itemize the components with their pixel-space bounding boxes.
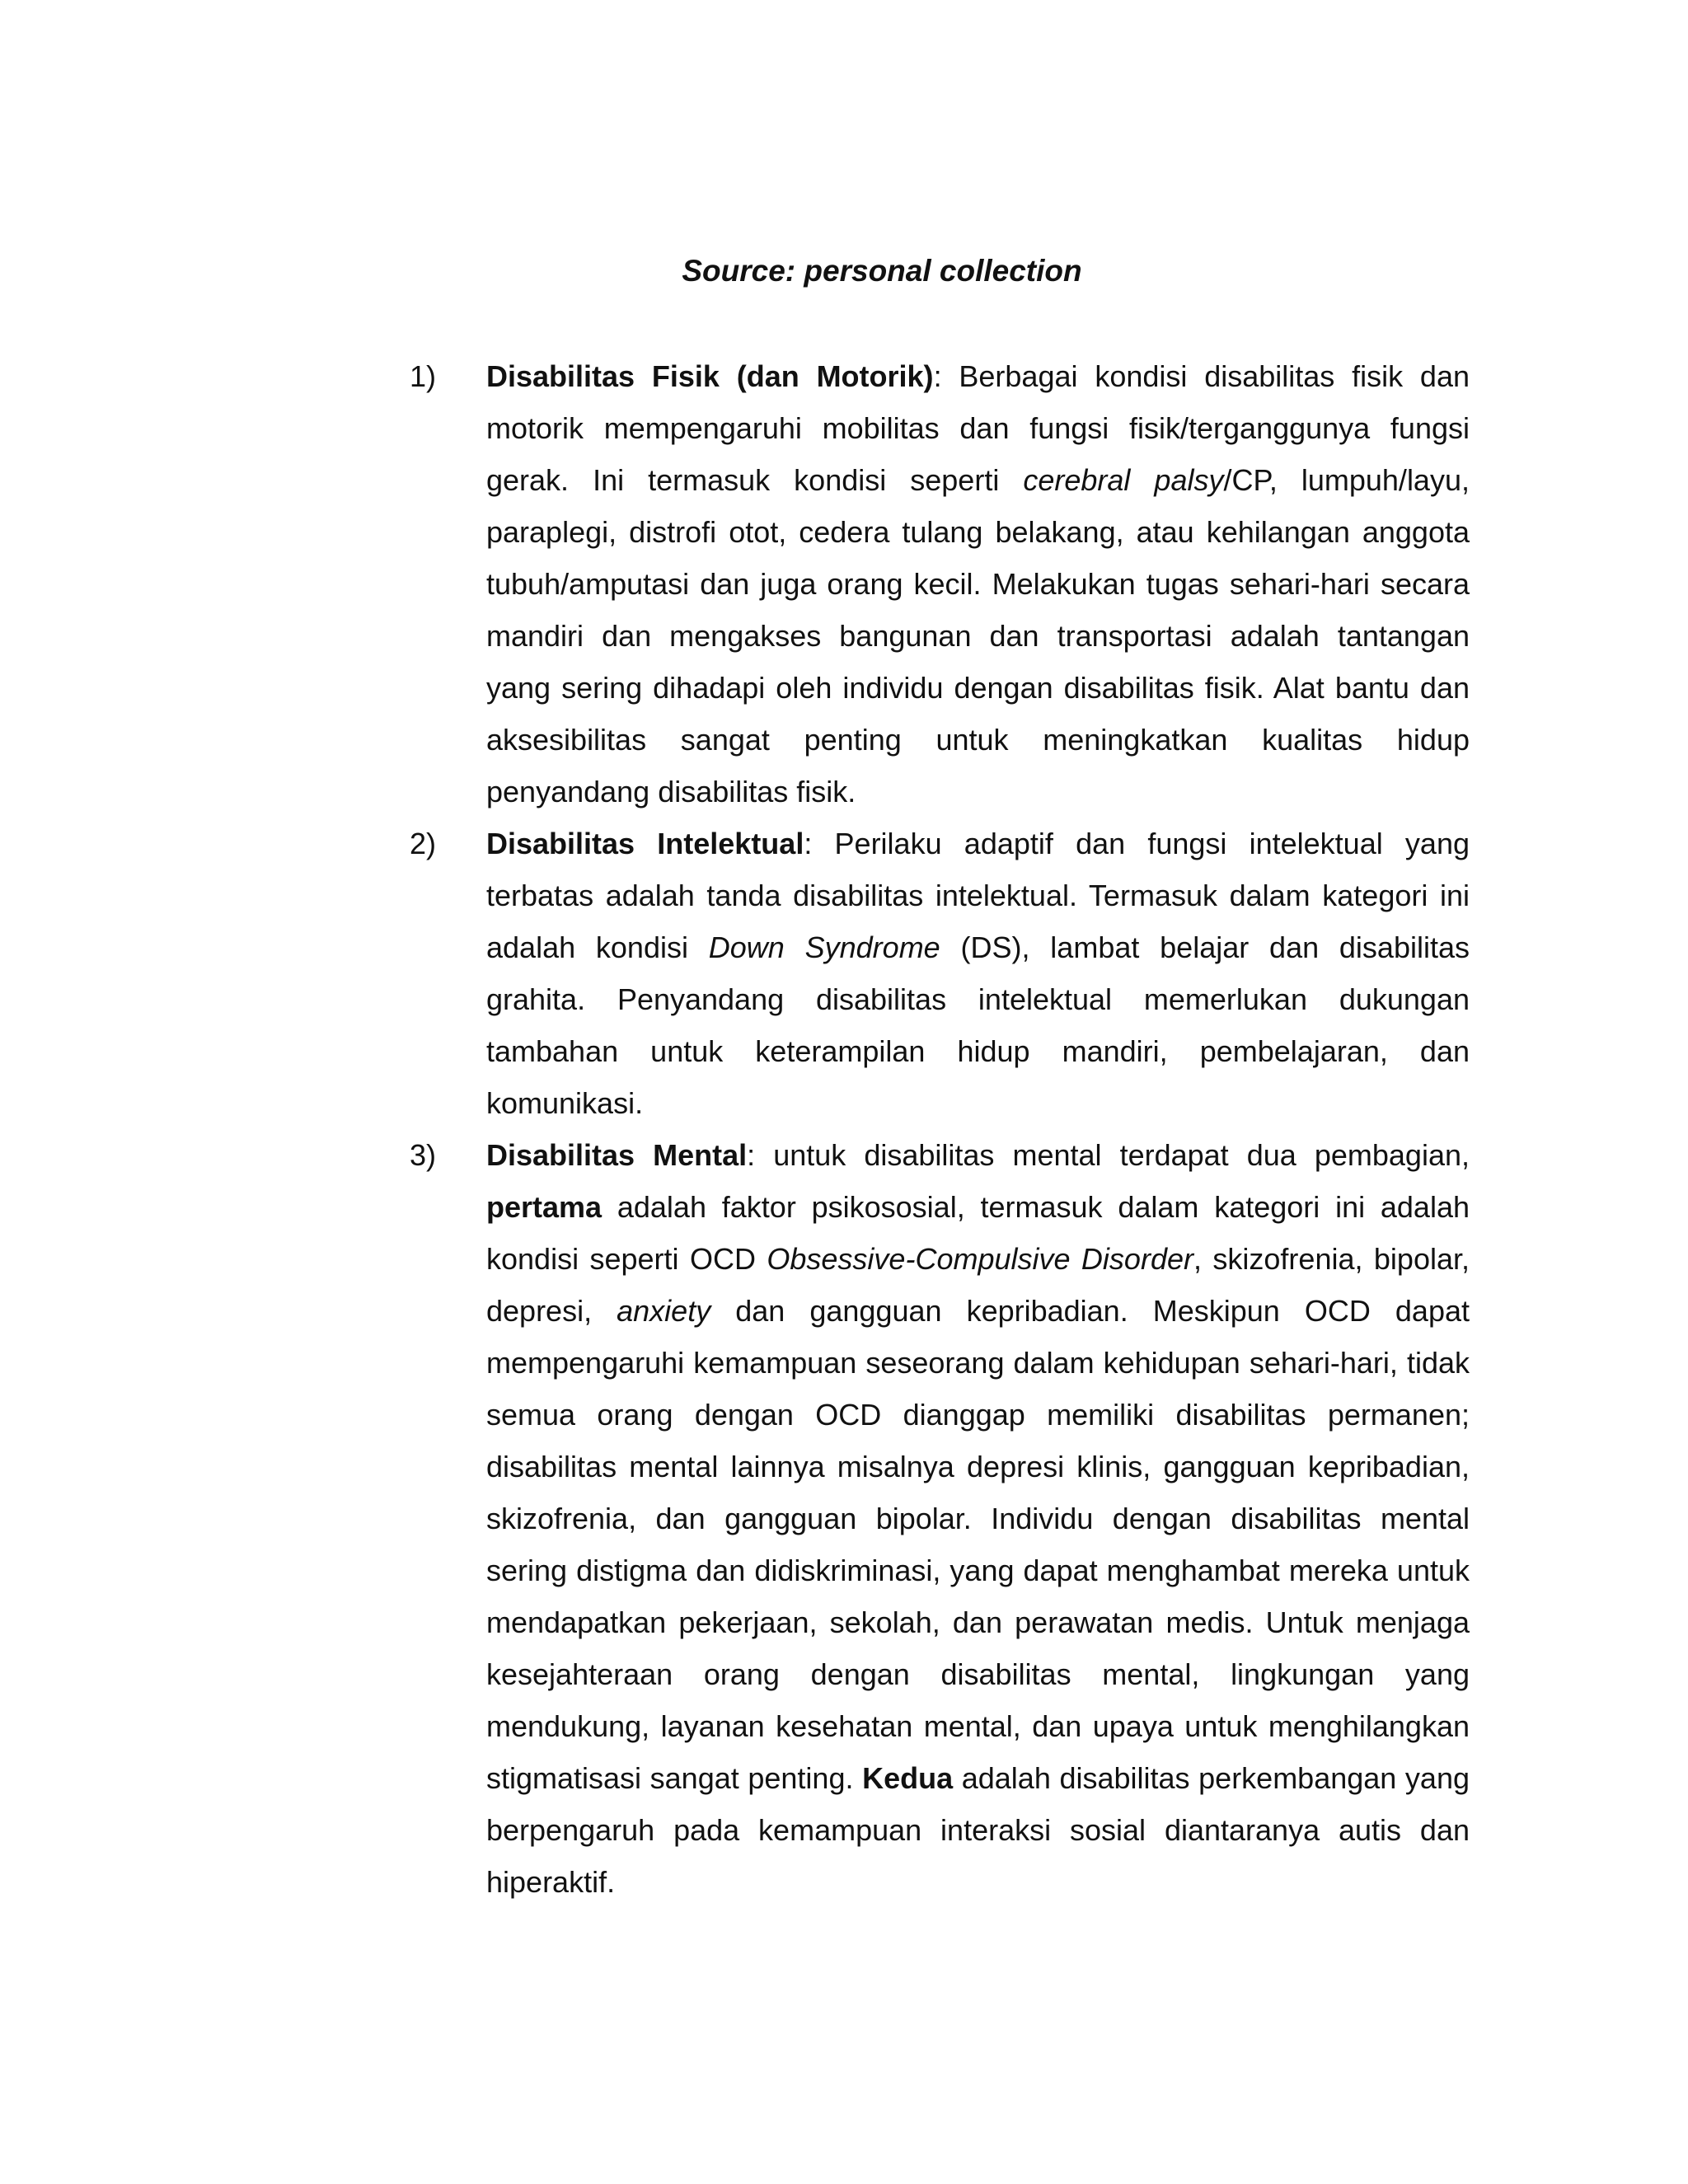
item-heading: Disabilitas Intelektual	[486, 827, 804, 860]
text-run: adalah faktor psikososial, termasuk dalam kategori ini adalah kondisi seperti OCD	[486, 1190, 1470, 1276]
disability-category-list	[410, 350, 1470, 1908]
list-item-text	[486, 818, 1470, 1129]
list-number: 3)	[410, 1138, 437, 1172]
bold-term: Kedua	[862, 1761, 954, 1795]
text-run: : Perilaku adaptif dan fungsi intelektual yang terbatas adalah tanda disabilitas intelektual. Termasuk dalam kategori ini adalah kondisi	[486, 827, 1470, 964]
list-number: 2)	[410, 827, 437, 860]
text-run: /CP, lumpuh/layu, paraplegi, distrofi otot, cedera tulang belakang, atau kehilangan anggota tubuh/amputasi dan juga orang kecil. Melakukan tugas sehari-hari secara mandiri dan mengakses bangunan dan transportasi adalah tantangan yang sering dihadapi oleh individu dengan disabilitas fisik. Alat bantu dan aksesibilitas sangat penting untuk meningkatkan kualitas hidup penyandang disabilitas fisik.	[486, 463, 1470, 808]
list-item-text	[486, 350, 1470, 818]
italic-term: cerebral palsy	[1023, 463, 1224, 497]
list-item-text	[486, 1129, 1470, 1908]
list-item	[410, 1129, 1470, 1908]
italic-term: Obsessive-Compulsive Disorder	[767, 1242, 1193, 1276]
item-heading: Disabilitas Mental	[486, 1138, 748, 1172]
list-number: 1)	[410, 359, 437, 393]
italic-term: anxiety	[617, 1294, 711, 1328]
italic-term: Down Syndrome	[708, 930, 940, 964]
text-run: : untuk disabilitas mental terdapat dua pembagian,	[747, 1138, 1470, 1172]
text-run: adalah disabilitas perkembangan yang berpengaruh pada kemampuan interaksi sosial diantaranya autis dan hiperaktif.	[486, 1761, 1470, 1899]
figure-source-caption: Source: personal collection	[682, 254, 1082, 288]
text-run: (DS), lambat belajar dan disabilitas grahita. Penyandang disabilitas intelektual memerlukan dukungan tambahan untuk keterampilan hidup mandiri, pembelajaran, dan komunikasi.	[486, 930, 1470, 1120]
text-run: : Berbagai kondisi disabilitas fisik dan motorik mempengaruhi mobilitas dan fungsi fisik/terganggunya fungsi gerak. Ini termasuk kondisi seperti	[486, 359, 1470, 497]
list-item	[410, 350, 1470, 818]
list-item	[410, 818, 1470, 1129]
text-run: , skizofrenia, bipolar, depresi,	[486, 1242, 1470, 1328]
bold-term: pertama	[486, 1190, 603, 1224]
item-heading: Disabilitas Fisik (dan Motorik)	[486, 359, 934, 393]
text-run: dan gangguan kepribadian. Meskipun OCD dapat mempengaruhi kemampuan seseorang dalam kehidupan sehari-hari, tidak semua orang dengan OCD dianggap memiliki disabilitas permanen; disabilitas mental lainnya misalnya depresi klinis, gangguan kepribadian, skizofrenia, dan gangguan bipolar. Individu dengan disabilitas mental sering distigma dan didiskriminasi, yang dapat menghambat mereka untuk mendapatkan pekerjaan, sekolah, dan perawatan medis. Untuk menjaga kesejahteraan orang dengan disabilitas mental, lingkungan yang mendukung, layanan kesehatan mental, dan upaya untuk menghilangkan stigmatisasi sangat penting.	[486, 1294, 1470, 1795]
